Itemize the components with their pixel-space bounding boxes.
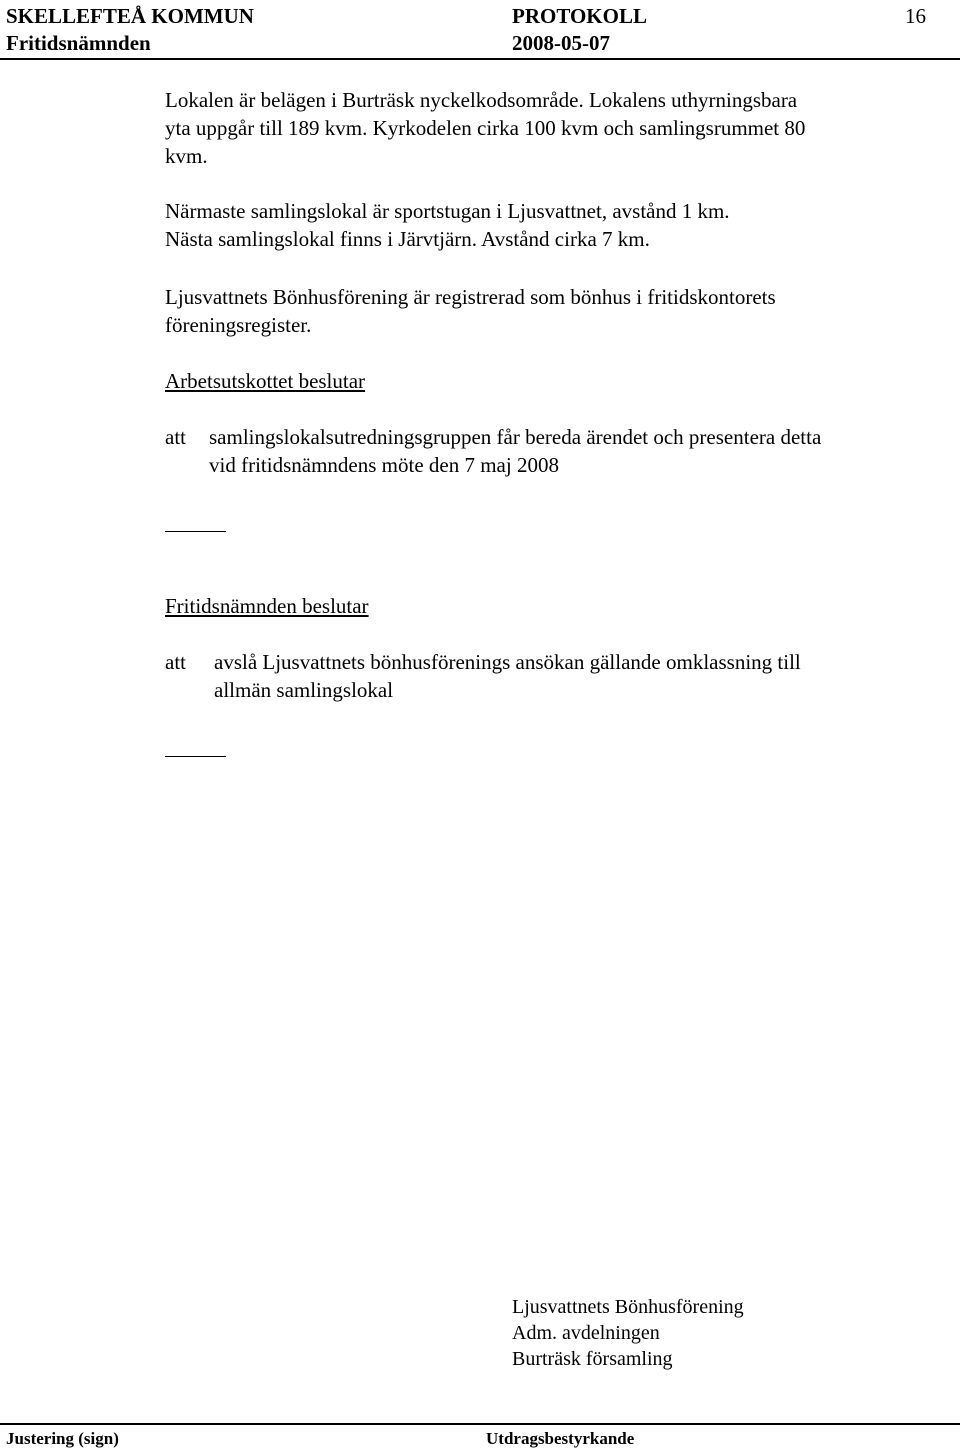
paragraph-line: Lokalen är belägen i Burträsk nyckelkodsområde. Lokalens uthyrningsbara bbox=[165, 88, 798, 112]
footer-justering: Justering (sign) bbox=[6, 1429, 119, 1448]
paragraph-line: yta uppgår till 189 kvm. Kyrkodelen cirka 100 kvm och samlingsrummet 80 bbox=[165, 116, 806, 140]
header-rule bbox=[0, 58, 960, 60]
paragraph-line: Nästa samlingslokal finns i Järvtjärn. Avstånd cirka 7 km. bbox=[165, 227, 650, 251]
decision-line: avslå Ljusvattnets bönhusförenings ansökan gällande omklassning till bbox=[214, 650, 801, 674]
decision-prefix: att bbox=[165, 425, 186, 449]
decision-line: samlingslokalsutredningsgruppen får bereda ärendet och presentera detta bbox=[209, 425, 822, 449]
recipient: Ljusvattnets Bönhusförening bbox=[512, 1296, 744, 1318]
decision-prefix: att bbox=[165, 650, 186, 674]
footer-rule bbox=[0, 1423, 960, 1425]
decision-line: allmän samlingslokal bbox=[214, 678, 394, 702]
organization-name: SKELLEFTEÅ KOMMUN bbox=[6, 4, 254, 28]
recipient: Burträsk församling bbox=[512, 1348, 673, 1370]
paragraph-line: föreningsregister. bbox=[165, 313, 312, 337]
paragraph-line: Ljusvattnets Bönhusförening är registrerad som bönhus i fritidskontorets bbox=[165, 285, 776, 309]
section-heading-fritidsnamnden: Fritidsnämnden beslutar bbox=[165, 594, 369, 618]
protocol-date: 2008-05-07 bbox=[512, 31, 610, 55]
separator-line bbox=[165, 531, 226, 532]
committee-name: Fritidsnämnden bbox=[6, 31, 151, 55]
footer-utdragsbestyrkande: Utdragsbestyrkande bbox=[486, 1429, 635, 1448]
section-heading-arbetsutskottet: Arbetsutskottet beslutar bbox=[165, 369, 366, 393]
decision-line: vid fritidsnämndens möte den 7 maj 2008 bbox=[209, 453, 559, 477]
page-number: 16 bbox=[905, 4, 926, 28]
document-type: PROTOKOLL bbox=[512, 4, 647, 28]
paragraph-line: Närmaste samlingslokal är sportstugan i Ljusvattnet, avstånd 1 km. bbox=[165, 199, 730, 223]
recipient: Adm. avdelningen bbox=[512, 1322, 660, 1344]
separator-line bbox=[165, 756, 226, 757]
paragraph-line: kvm. bbox=[165, 144, 208, 168]
